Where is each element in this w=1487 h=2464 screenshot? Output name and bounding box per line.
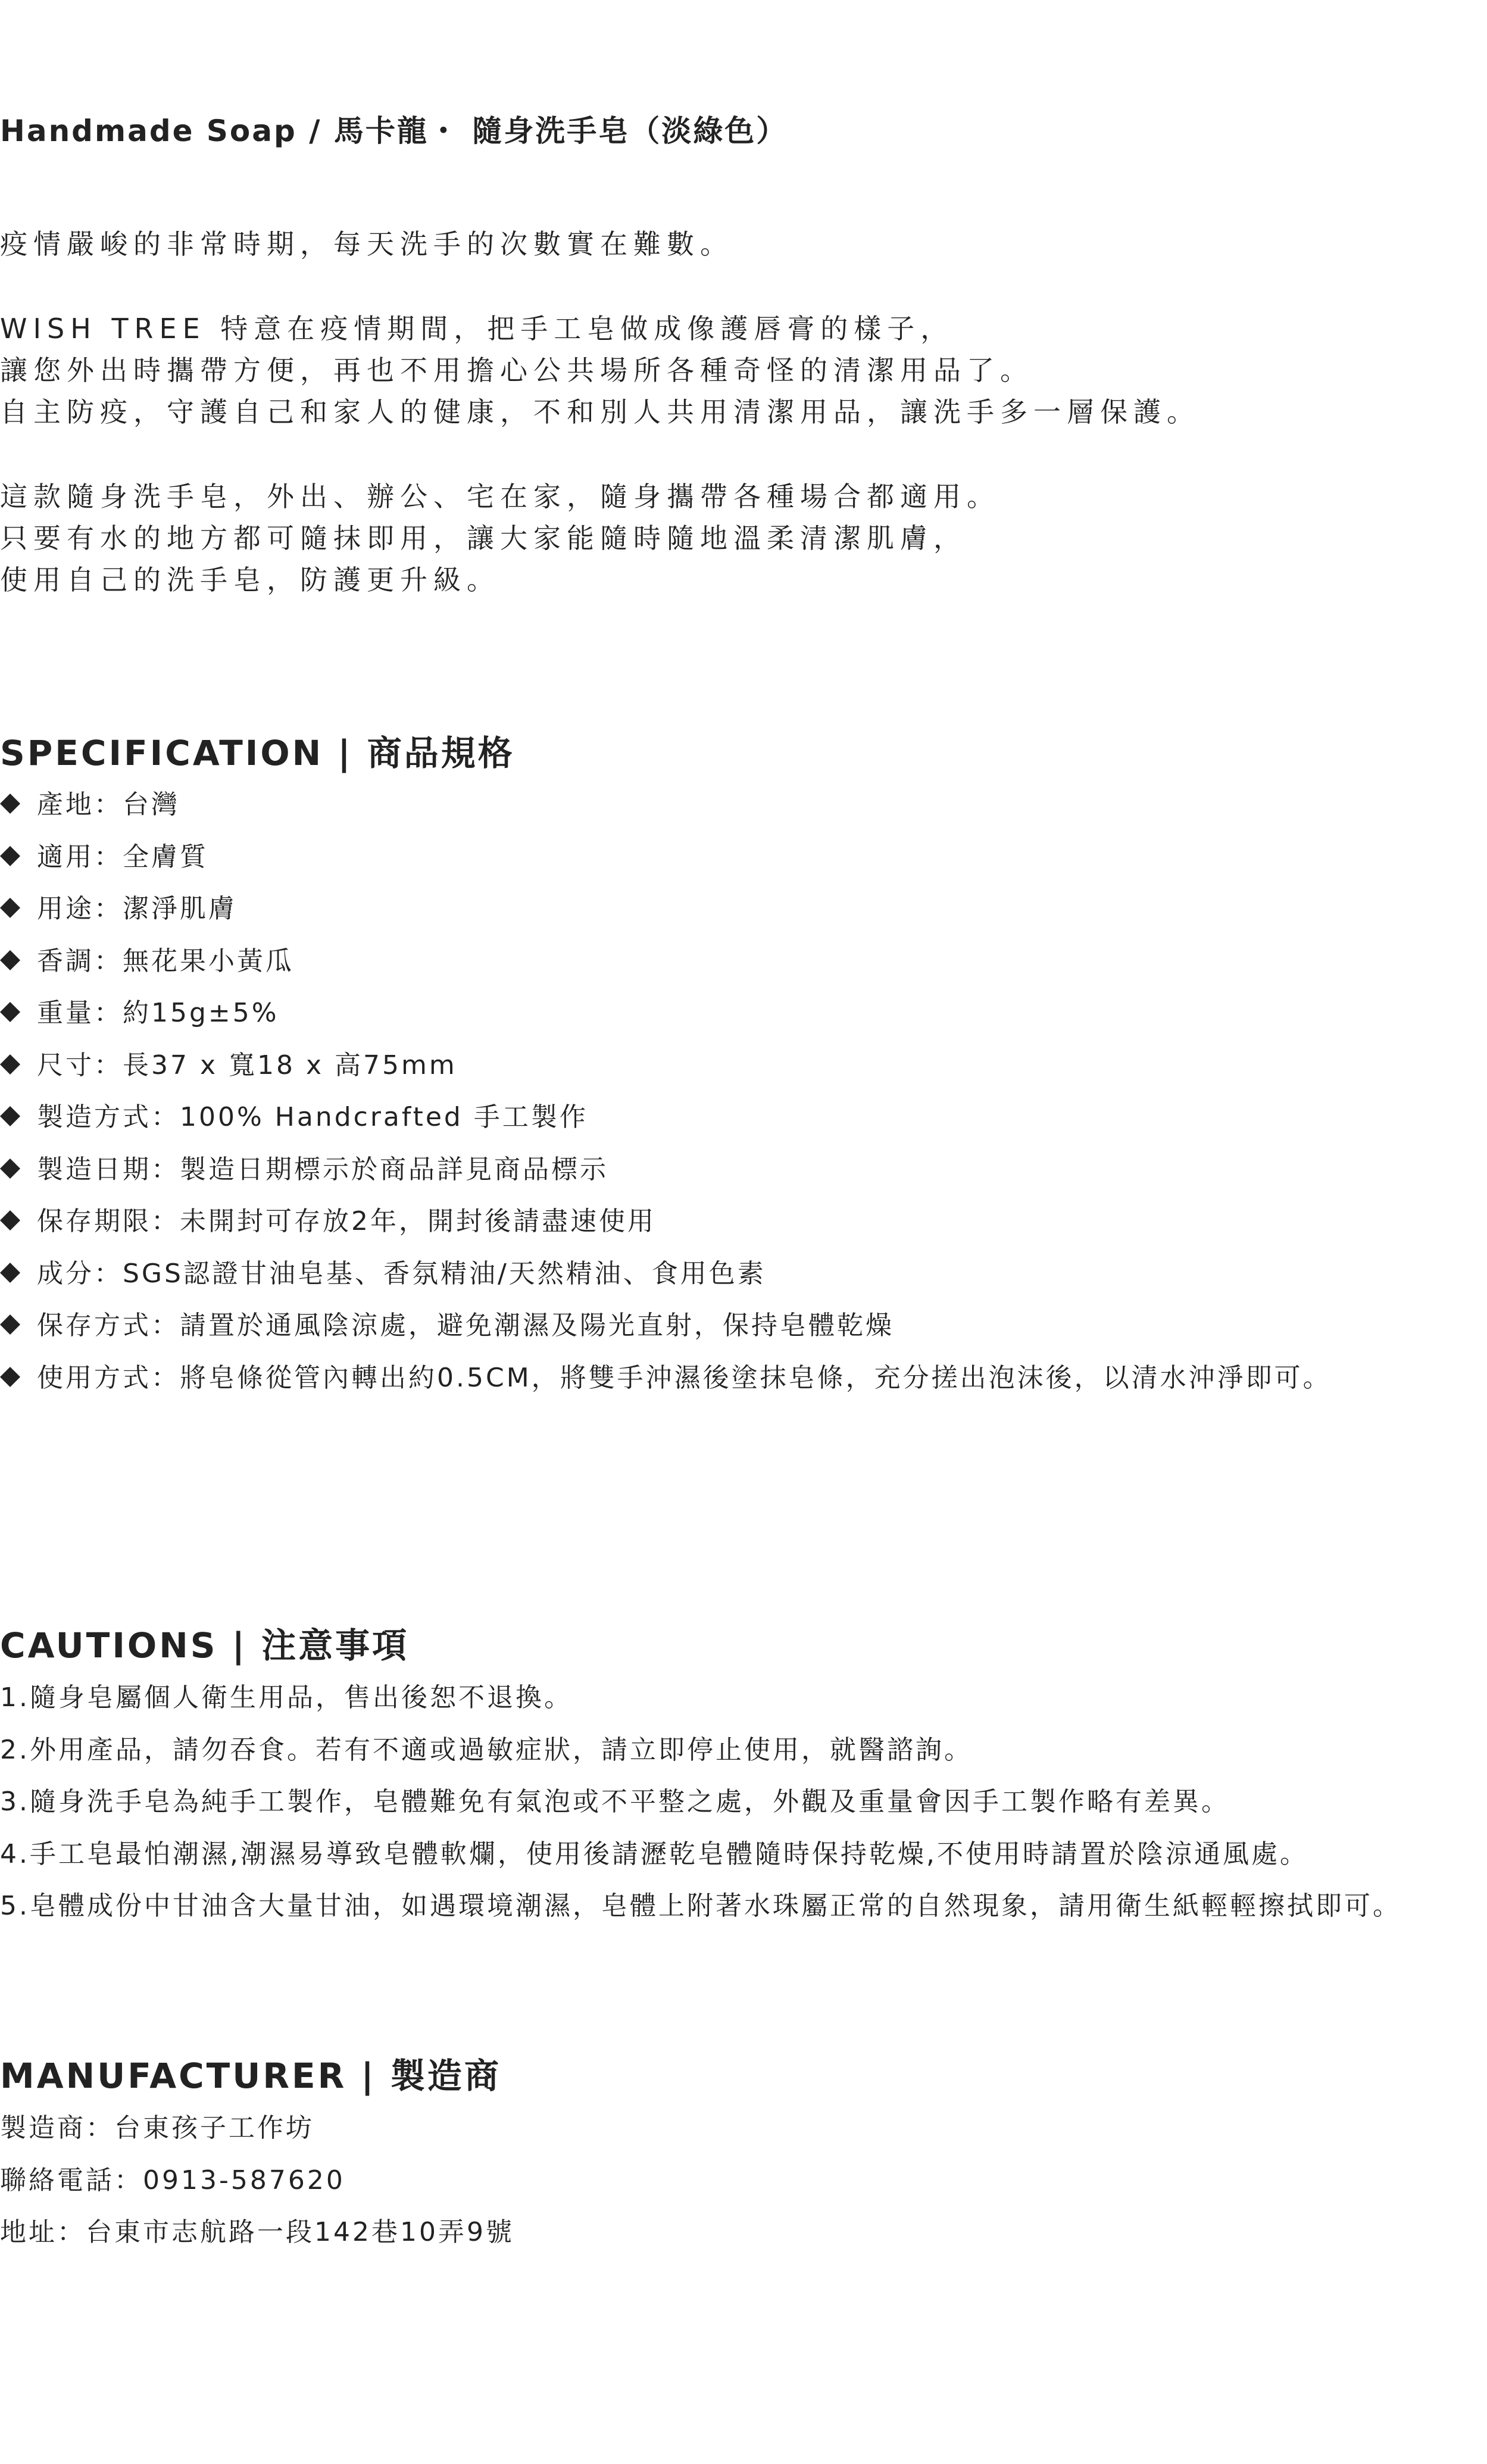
diamond-bullet-icon bbox=[0, 898, 20, 918]
spec-item bbox=[0, 1144, 1332, 1196]
diamond-bullet-icon bbox=[0, 1314, 20, 1335]
spec-item-text: 製造方式：100% Handcrafted 手工製作 bbox=[37, 1102, 588, 1132]
diamond-bullet-icon bbox=[0, 1158, 20, 1179]
diamond-bullet-icon bbox=[0, 1367, 20, 1387]
specification-heading: SPECIFICATION | 商品規格 bbox=[0, 733, 515, 773]
caution-item: 3.隨身洗手皂為純手工製作，皂體難免有氣泡或不平整之處，外觀及重量會因手工製作略有差異。 bbox=[0, 1787, 1230, 1817]
intro-text bbox=[0, 223, 1200, 644]
diamond-bullet-icon bbox=[0, 1002, 20, 1022]
diamond-bullet-icon bbox=[0, 1054, 20, 1075]
intro-paragraph bbox=[0, 223, 1200, 265]
spec-item bbox=[0, 987, 1332, 1039]
spec-item-text: 重量：約15g±5% bbox=[37, 998, 279, 1028]
specification-list bbox=[0, 779, 1332, 1404]
manufacturer-name: 製造商：台東孩子工作坊 bbox=[0, 2113, 314, 2143]
spec-item bbox=[0, 1300, 1332, 1352]
spec-item-text: 適用：全膚質 bbox=[37, 841, 208, 872]
spec-item bbox=[0, 1352, 1332, 1404]
spec-item-text: 成分：SGS認證甘油皂基、香氛精油/天然精油、食用色素 bbox=[37, 1258, 766, 1289]
caution-item: 1.隨身皂屬個人衛生用品，售出後恕不退換。 bbox=[0, 1682, 573, 1713]
intro-line: 這款隨身洗手皂，外出、辦公、宅在家，隨身攜帶各種場合都適用。 bbox=[0, 480, 1000, 513]
cautions-heading: CAUTIONS | 注意事項 bbox=[0, 1625, 410, 1666]
spec-item bbox=[0, 831, 1332, 883]
spec-item bbox=[0, 883, 1332, 935]
diamond-bullet-icon bbox=[0, 846, 20, 866]
spec-item-text: 製造日期：製造日期標示於商品詳見商品標示 bbox=[37, 1154, 608, 1185]
spec-item bbox=[0, 1195, 1332, 1248]
caution-item: 4.手工皂最怕潮濕,潮濕易導致皂體軟爛，使用後請瀝乾皂體隨時保持乾燥,不使用時請置於陰涼通風處。 bbox=[0, 1838, 1308, 1869]
manufacturer-heading: MANUFACTURER | 製造商 bbox=[0, 2056, 501, 2096]
intro-paragraph bbox=[0, 308, 1200, 433]
spec-item bbox=[0, 1248, 1332, 1300]
spec-item bbox=[0, 935, 1332, 988]
intro-line: 只要有水的地方都可隨抹即用，讓大家能隨時隨地溫柔清潔肌膚， bbox=[0, 522, 967, 554]
intro-paragraph bbox=[0, 476, 1200, 601]
manufacturer-list bbox=[0, 2102, 514, 2259]
intro-line: 自主防疫，守護自己和家人的健康，不和別人共用清潔用品，讓洗手多一層保護。 bbox=[0, 396, 1200, 428]
diamond-bullet-icon bbox=[0, 794, 20, 814]
spec-item-text: 保存方式：請置於通風陰涼處，避免潮濕及陽光直射，保持皂體乾燥 bbox=[37, 1310, 894, 1341]
caution-item: 5.皂體成份中甘油含大量甘油，如遇環境潮濕，皂體上附著水珠屬正常的自然現象，請用衛生紙輕輕擦拭即可。 bbox=[0, 1891, 1401, 1921]
spec-item bbox=[0, 1091, 1332, 1144]
diamond-bullet-icon bbox=[0, 1263, 20, 1283]
cautions-list bbox=[0, 1672, 1401, 1932]
manufacturer-address: 地址：台東市志航路一段142巷10弄9號 bbox=[0, 2217, 514, 2247]
spec-item-text: 香調：無花果小黃瓜 bbox=[37, 945, 294, 976]
manufacturer-phone: 聯絡電話：0913-587620 bbox=[0, 2165, 345, 2196]
spec-item-text: 用途：潔淨肌膚 bbox=[37, 894, 237, 924]
spec-item bbox=[0, 779, 1332, 831]
diamond-bullet-icon bbox=[0, 1106, 20, 1126]
spec-item-text: 尺寸：長37 x 寬18 x 高75mm bbox=[37, 1050, 457, 1080]
intro-line: WISH TREE 特意在疫情期間，把手工皂做成像護唇膏的樣子， bbox=[0, 313, 954, 345]
diamond-bullet-icon bbox=[0, 950, 20, 970]
intro-line: 讓您外出時攜帶方便，再也不用擔心公共場所各種奇怪的清潔用品了。 bbox=[0, 354, 1033, 386]
caution-item: 2.外用產品，請勿吞食。若有不適或過敏症狀，請立即停止使用，就醫諮詢。 bbox=[0, 1734, 973, 1765]
spec-item-text: 使用方式：將皂條從管內轉出約0.5CM，將雙手沖濕後塗抹皂條，充分搓出泡沫後，以清水沖淨即可。 bbox=[37, 1362, 1332, 1393]
product-title: Handmade Soap / 馬卡龍・ 隨身洗手皂（淡綠色） bbox=[0, 114, 788, 148]
diamond-bullet-icon bbox=[0, 1210, 20, 1231]
intro-line: 疫情嚴峻的非常時期，每天洗手的次數實在難數。 bbox=[0, 228, 733, 260]
intro-line: 使用自己的洗手皂，防護更升級。 bbox=[0, 564, 500, 596]
spec-item bbox=[0, 1039, 1332, 1092]
spec-item-text: 保存期限：未開封可存放2年，開封後請盡速使用 bbox=[37, 1206, 656, 1236]
spec-item-text: 產地：台灣 bbox=[37, 789, 180, 820]
